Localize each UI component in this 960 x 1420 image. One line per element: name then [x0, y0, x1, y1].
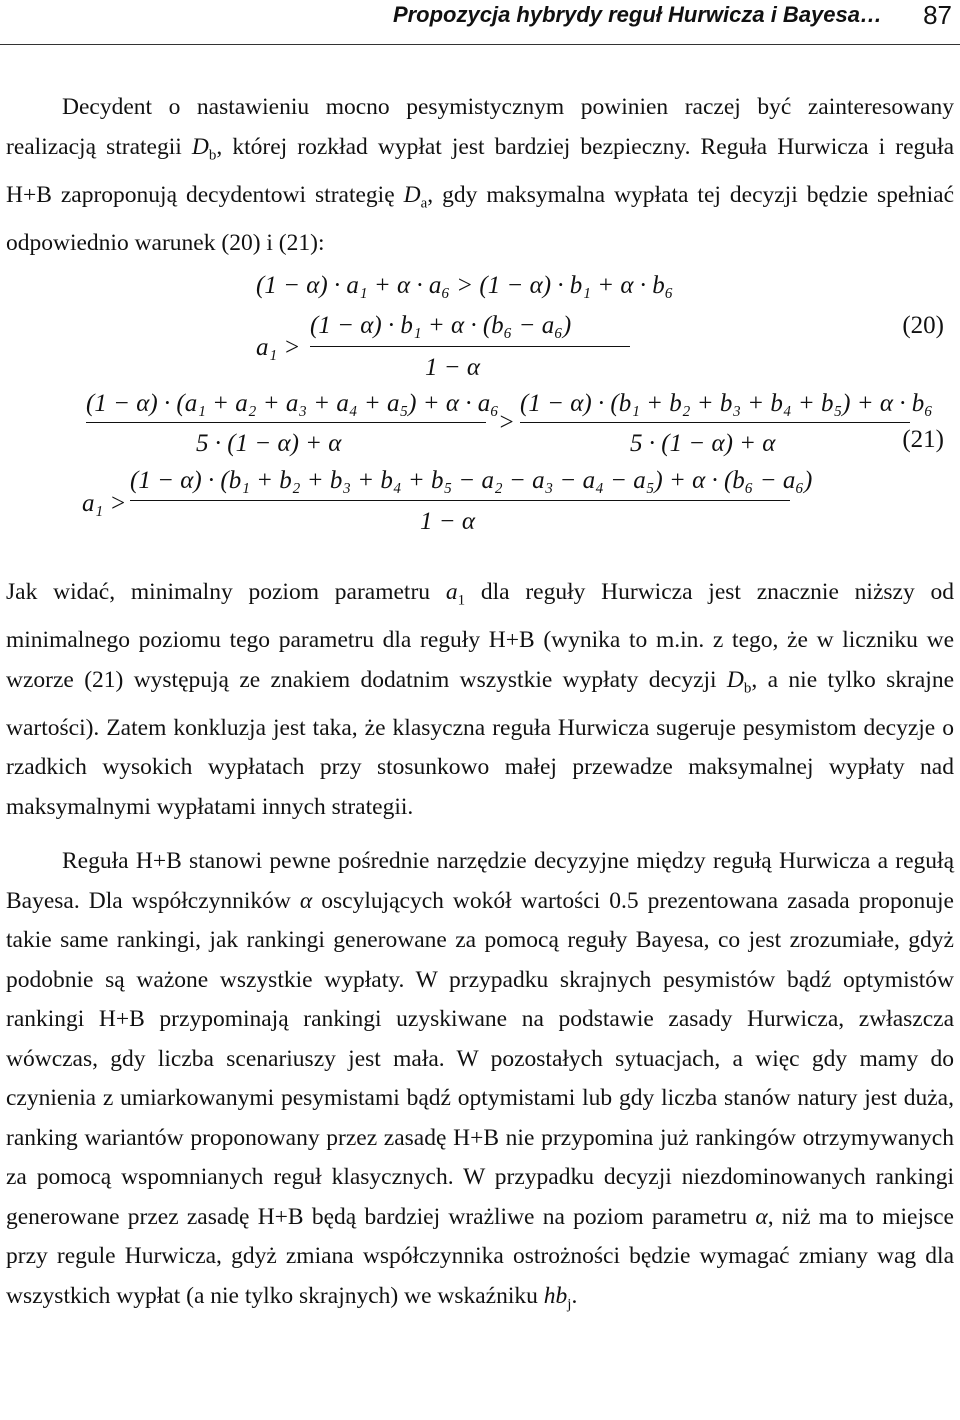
eq21-numerator: (1 − α) · (b₁ + b₂ + b₃ + b₄ + b₅ − a₂ − a₃ − a₄ − a₅) + α · (b₆ − a₆) — [130, 467, 813, 494]
para3-text-b: oscylujących wokół wartości 0.5 prezentowana zasada proponuje takie same rankingi, jak rankingi generowane za pomocą reguły Bayesa, co jest zrozumiałe, gdyż podobnie są ważone wszystkie wypłaty. W przypadku skrajnych pesymistów bądź optymistów rankingi H+B przypominają rankingi uzyskiwane na podstawie zasady Hurwicza, zwłaszcza wówczas, gdy liczba scenariuszy jest mała. W pozostałych sytuacjach, a więc gdy mamy do czynienia z umiarkowanymi pesymistami bądź optymistami lub gdy liczba stanów natury jest duża, ranking wariantów proponowany przez zasadę H+B nie przypomina już rankingów otrzymywanych za pomocą wspomnianych reguł klasycznych. W przypadku decyzji niezdominowanych rankingi generowane przez zasadę H+B będą bardziej wrażliwe na poziom parametru — [6, 887, 954, 1230]
var-D: D — [726, 666, 744, 693]
equation-block — [80, 262, 950, 552]
para3-text-d: . — [571, 1282, 578, 1309]
eq21-left-numerator: (1 − α) · (a₁ + a₂ + a₃ + a₄ + a₅) + α · a₆ — [86, 390, 499, 417]
para3-text-c: , niż ma to miejsce przy regule Hurwicza, gdyż zmiana współczynnika ostrożności będzie wymagać zmiany wag dla wszystkich wypłat (a nie tylko skrajnych) we wskaźniku — [6, 1203, 954, 1309]
eq21-lhs: a₁ > — [82, 490, 127, 517]
subscript-1: 1 — [457, 592, 466, 609]
page-number: 87 — [923, 0, 952, 30]
para1-text-c: , gdy maksymalna wypłata tej decyzji będzie spełniać odpowiednio warunek (20) i (21): — [6, 181, 954, 256]
eq20-numerator: (1 − α) · b₁ + α · (b₆ − a₆) — [310, 312, 572, 339]
var-D: D — [403, 181, 421, 208]
eq21-greater-sign: > — [498, 409, 515, 436]
subscript-b: b — [208, 147, 217, 164]
eq21-right-denominator: 5 · (1 − α) + α — [630, 430, 776, 457]
eq21-right-fraction-bar — [520, 422, 910, 423]
para1-text-a: Decydent o nastawieniu mocno pesymistycznym powinien raczej być zainteresowany realizacją strategii — [6, 94, 954, 160]
var-hb: hb — [543, 1282, 568, 1309]
eq20-inequality: (1 − α) · a₁ + α · a₆ > (1 − α) · b₁ + α · b₆ — [256, 272, 674, 299]
eq20-label: (20) — [902, 312, 944, 339]
subscript-j: j — [567, 1296, 572, 1313]
subscript-a: a — [420, 195, 428, 212]
para2-text-c: , a nie tylko skrajne wartości). Zatem konkluzja jest taka, że klasyczna reguła Hurwicza sugeruje pesymistom decyzje o rzadkich wysokich wypłatach przy stosunkowo małej przewadze maksymalnej wypłaty nad maksymalnymi wypłatami innych strategii. — [6, 666, 954, 820]
paragraph-comparison — [6, 842, 954, 1325]
para3-text-a: Reguła H+B stanowi pewne pośrednie narzędzie decyzyjne między regułą Hurwicza a regułą Bayesa. Dla współczynników — [6, 848, 954, 914]
eq21-fraction-bar — [130, 500, 790, 501]
alpha-symbol: α — [755, 1203, 768, 1230]
para1-text-b: , której rozkład wypłat jest bardziej bezpieczny. Reguła Hurwicza i reguła H+B zaproponują decydentowi strategię — [6, 133, 954, 208]
paragraph-intro — [6, 88, 954, 263]
running-header — [0, 0, 960, 45]
eq21-left-denominator: 5 · (1 − α) + α — [196, 430, 342, 457]
paragraph-discussion — [6, 573, 954, 827]
eq21-denominator: 1 − α — [420, 508, 475, 535]
para2-text-b: dla reguły Hurwicza jest znacznie niższy od minimalnego poziomu tego parametru dla reguły H+B (wynika to m.in. z tego, że w liczniku we wzorze (21) występują ze znakiem dodatnim wszystkie wypłaty decyzji — [6, 579, 954, 693]
eq20-denominator: 1 − α — [425, 354, 480, 381]
eq20-lhs: a₁ > — [256, 334, 301, 361]
running-title: Propozycja hybrydy reguł Hurwicza i Bayesa… — [392, 2, 882, 27]
eq20-fraction-bar — [310, 346, 630, 347]
para2-text-a: Jak widać, minimalny poziom parametru — [6, 579, 446, 605]
eq21-right-numerator: (1 − α) · (b₁ + b₂ + b₃ + b₄ + b₅) + α · b₆ — [520, 390, 933, 417]
var-D: D — [191, 133, 209, 160]
alpha-symbol: α — [299, 887, 313, 914]
eq21-left-fraction-bar — [86, 422, 486, 423]
subscript-b: b — [743, 680, 752, 697]
var-a: a — [445, 579, 458, 605]
eq21-label: (21) — [902, 426, 944, 453]
